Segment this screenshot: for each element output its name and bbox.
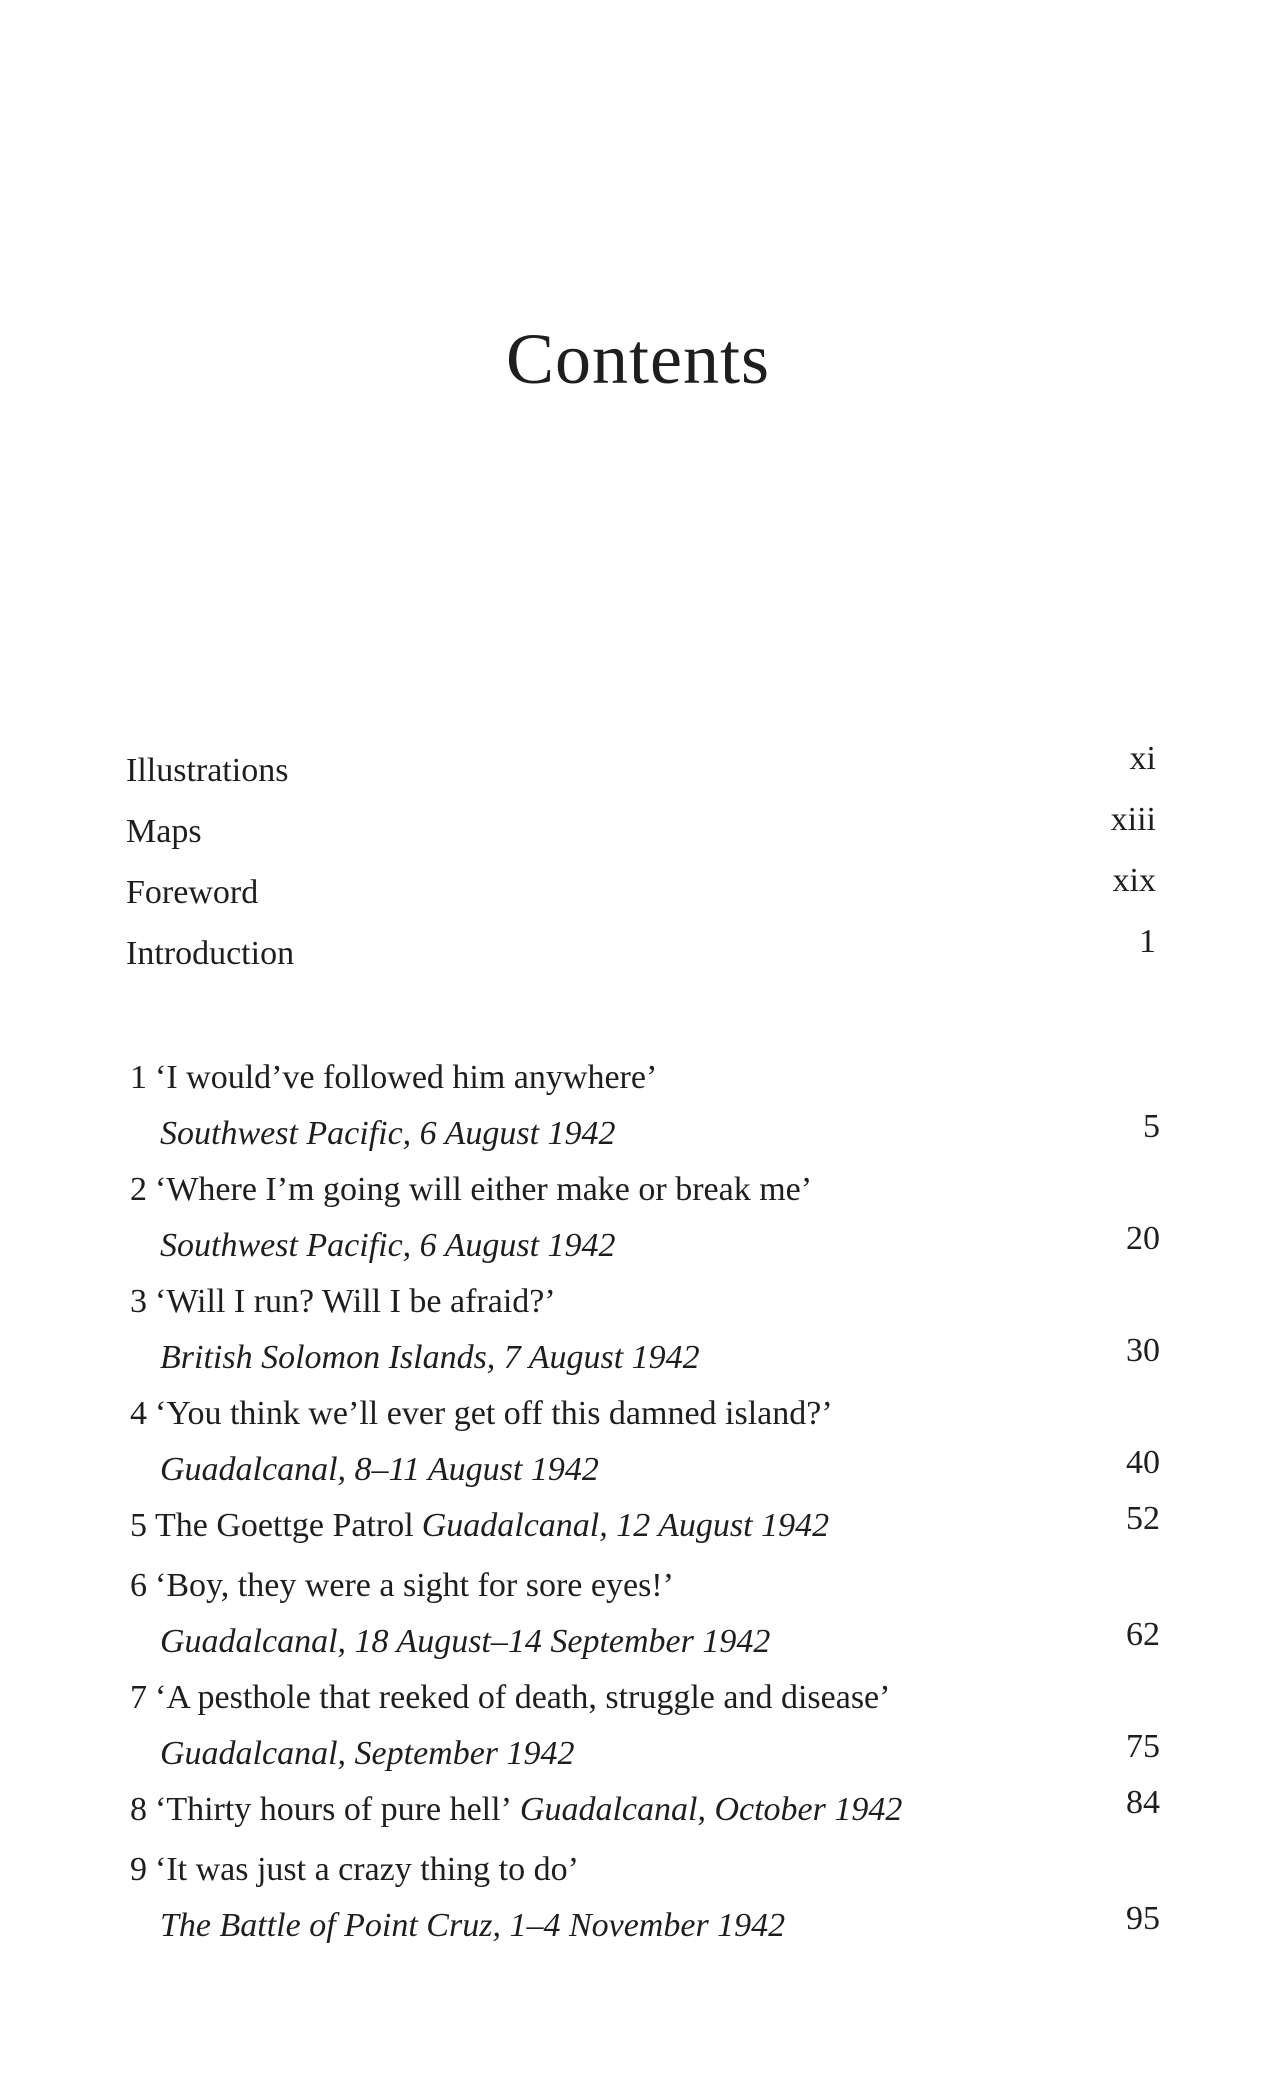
chapter-list (130, 1050, 1160, 1954)
page-title: Contents (505, 319, 770, 399)
chapter-number: 8 (130, 1791, 147, 1828)
chapter-page: 5 (1143, 1108, 1160, 1145)
chapter-number: 2 (130, 1171, 147, 1208)
front-matter-page: xix (1112, 862, 1156, 899)
front-matter-label: Introduction (126, 935, 295, 972)
front-matter-list (126, 740, 1156, 984)
chapter-page: 75 (1126, 1728, 1160, 1765)
front-matter-item (126, 862, 1156, 923)
chapter-number: 6 (130, 1567, 147, 1604)
front-matter-label: Illustrations (126, 752, 289, 789)
chapter-subtitle: Guadalcanal, 12 August 1942 (421, 1507, 830, 1544)
chapter-title: ‘I would’ve followed him anywhere’ (155, 1059, 658, 1096)
chapter-title: ‘It was just a crazy thing to do’ (155, 1851, 579, 1888)
front-matter-item (126, 740, 1156, 801)
chapter-entry (130, 1670, 1160, 1782)
chapter-entry (130, 1274, 1160, 1386)
chapter-title: ‘Thirty hours of pure hell’ (155, 1791, 512, 1828)
chapter-title: ‘Will I run? Will I be afraid?’ (155, 1283, 556, 1320)
chapter-subtitle: British Solomon Islands, 7 August 1942 (160, 1339, 700, 1376)
chapter-entry (130, 1162, 1160, 1274)
chapter-page: 20 (1126, 1220, 1160, 1257)
chapter-subtitle: Guadalcanal, October 1942 (519, 1791, 903, 1828)
chapter-subtitle: Guadalcanal, 8–11 August 1942 (160, 1451, 599, 1488)
chapter-number: 7 (130, 1679, 147, 1716)
chapter-subtitle: Guadalcanal, 18 August–14 September 1942 (160, 1623, 771, 1660)
front-matter-label: Foreword (126, 874, 259, 911)
chapter-number: 1 (130, 1059, 147, 1096)
chapter-title: ‘You think we’ll ever get off this damned island?’ (155, 1395, 833, 1432)
chapter-entry (130, 1782, 1160, 1842)
front-matter-label: Maps (126, 813, 202, 850)
chapter-page: 84 (1126, 1784, 1160, 1821)
chapter-page: 40 (1126, 1444, 1160, 1481)
front-matter-item (126, 801, 1156, 862)
chapter-subtitle: The Battle of Point Cruz, 1–4 November 1942 (160, 1907, 786, 1944)
front-matter-item (126, 923, 1156, 984)
chapter-title: ‘Boy, they were a sight for sore eyes!’ (155, 1567, 674, 1604)
chapter-entry (130, 1386, 1160, 1498)
chapter-entry (130, 1498, 1160, 1558)
chapter-entry (130, 1558, 1160, 1670)
chapter-number: 4 (130, 1395, 147, 1432)
chapter-subtitle: Southwest Pacific, 6 August 1942 (160, 1115, 616, 1152)
chapter-subtitle: Southwest Pacific, 6 August 1942 (160, 1227, 616, 1264)
chapter-entry (130, 1842, 1160, 1954)
chapter-title: ‘Where I’m going will either make or break me’ (155, 1171, 813, 1208)
chapter-entry (130, 1050, 1160, 1162)
chapter-page: 95 (1126, 1900, 1160, 1937)
front-matter-page: 1 (1139, 923, 1156, 960)
front-matter-page: xi (1129, 740, 1156, 777)
front-matter-page: xiii (1110, 801, 1156, 838)
chapter-number: 3 (130, 1283, 147, 1320)
chapter-number: 9 (130, 1851, 147, 1888)
chapter-number: 5 (130, 1507, 147, 1544)
chapter-page: 62 (1126, 1616, 1160, 1653)
chapter-title: The Goettge Patrol (155, 1507, 414, 1544)
chapter-page: 30 (1126, 1332, 1160, 1369)
chapter-subtitle: Guadalcanal, September 1942 (160, 1735, 575, 1772)
chapter-page: 52 (1126, 1500, 1160, 1537)
chapter-title: ‘A pesthole that reeked of death, struggle and disease’ (155, 1679, 891, 1716)
